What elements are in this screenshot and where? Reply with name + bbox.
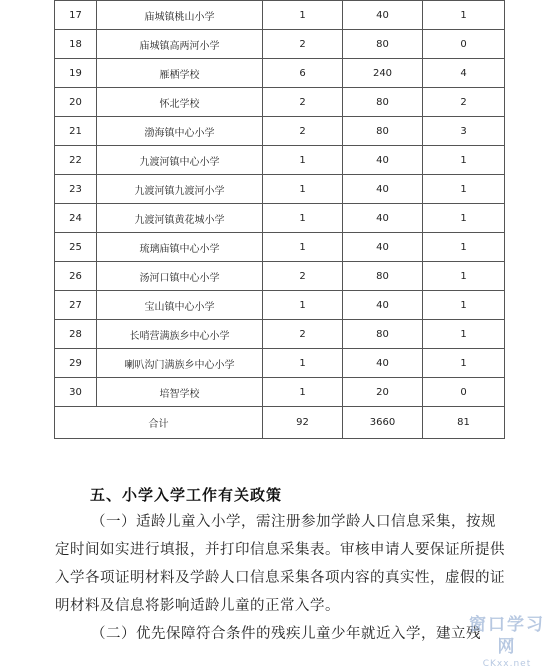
school-name-cell: 长哨营满族乡中心小学 [97,320,263,349]
school-name-cell: 琉璃庙镇中心小学 [97,233,263,262]
row-number-cell: 30 [55,378,97,407]
count-a-cell: 1 [263,378,343,407]
table-row [55,320,505,349]
row-number-cell: 22 [55,146,97,175]
count-c-cell: 3 [423,117,505,146]
count-b-cell: 40 [343,146,423,175]
table-row [55,117,505,146]
count-b-cell: 40 [343,233,423,262]
table-row [55,378,505,407]
table-row [55,88,505,117]
count-b-cell: 40 [343,349,423,378]
row-number-cell: 29 [55,349,97,378]
count-c-cell: 1 [423,349,505,378]
table-row [55,1,505,30]
count-b-cell: 20 [343,378,423,407]
policy-paragraph-2: （二）优先保障符合条件的残疾儿童少年就近入学，建立残 [91,626,481,642]
section-heading: 五、小学入学工作有关政策 [90,486,283,504]
count-b-cell: 40 [343,291,423,320]
count-a-cell: 1 [263,233,343,262]
table-row [55,59,505,88]
school-name-cell: 宝山镇中心小学 [97,291,263,320]
count-c-cell: 1 [423,291,505,320]
count-c-cell: 1 [423,262,505,291]
row-number-cell: 25 [55,233,97,262]
row-number-cell: 27 [55,291,97,320]
school-name-cell: 培智学校 [97,378,263,407]
count-b-cell: 240 [343,59,423,88]
table-row [55,146,505,175]
count-c-cell: 1 [423,146,505,175]
school-name-cell: 雁栖学校 [97,59,263,88]
table-row [55,233,505,262]
count-b-cell: 40 [343,175,423,204]
count-b-cell: 40 [343,1,423,30]
watermark-sub-text: CKxx.net [482,659,532,669]
school-name-cell: 汤河口镇中心小学 [97,262,263,291]
count-a-cell: 1 [263,1,343,30]
policy-paragraph-1: （一）适龄儿童入小学，需注册参加学龄人口信息采集，按规定时间如实进行填报，并打印信息采集表。审核申请人要保证所提供入学各项证明材料及学龄人口信息采集各项内容的真实性，虚假的证明材料及信息将影响适龄儿童的正常入学。 [55,514,505,614]
total-c-cell: 81 [423,407,505,439]
school-name-cell: 九渡河镇九渡河小学 [97,175,263,204]
row-number-cell: 24 [55,204,97,233]
table-total-row [55,407,505,439]
table-row [55,291,505,320]
row-number-cell: 20 [55,88,97,117]
school-name-cell: 喇叭沟门满族乡中心小学 [97,349,263,378]
school-name-cell: 庙城镇桃山小学 [97,1,263,30]
count-c-cell: 1 [423,1,505,30]
count-a-cell: 2 [263,88,343,117]
table-row [55,204,505,233]
count-a-cell: 1 [263,291,343,320]
count-a-cell: 1 [263,175,343,204]
total-b-cell: 3660 [343,407,423,439]
count-a-cell: 1 [263,349,343,378]
count-b-cell: 80 [343,30,423,59]
site-watermark-logo [462,614,552,669]
row-number-cell: 23 [55,175,97,204]
count-b-cell: 40 [343,204,423,233]
count-c-cell: 1 [423,204,505,233]
school-name-cell: 怀北学校 [97,88,263,117]
row-number-cell: 17 [55,1,97,30]
school-name-cell: 九渡河镇黄花城小学 [97,204,263,233]
row-number-cell: 28 [55,320,97,349]
table-body [55,1,505,439]
count-c-cell: 0 [423,30,505,59]
table-row [55,262,505,291]
count-b-cell: 80 [343,88,423,117]
count-a-cell: 2 [263,320,343,349]
school-name-cell: 渤海镇中心小学 [97,117,263,146]
count-c-cell: 1 [423,175,505,204]
row-number-cell: 21 [55,117,97,146]
row-number-cell: 19 [55,59,97,88]
count-c-cell: 2 [423,88,505,117]
table-row [55,175,505,204]
table-row [55,30,505,59]
total-a-cell: 92 [263,407,343,439]
count-b-cell: 80 [343,262,423,291]
count-a-cell: 2 [263,117,343,146]
row-number-cell: 26 [55,262,97,291]
count-c-cell: 0 [423,378,505,407]
count-a-cell: 1 [263,146,343,175]
school-name-cell: 九渡河镇中心小学 [97,146,263,175]
count-b-cell: 80 [343,117,423,146]
count-c-cell: 1 [423,233,505,262]
count-a-cell: 2 [263,30,343,59]
row-number-cell: 18 [55,30,97,59]
enrollment-table [54,0,505,439]
count-b-cell: 80 [343,320,423,349]
count-c-cell: 1 [423,320,505,349]
count-a-cell: 2 [263,262,343,291]
table-row [55,349,505,378]
count-a-cell: 1 [263,204,343,233]
count-a-cell: 6 [263,59,343,88]
count-c-cell: 4 [423,59,505,88]
watermark-main-text: 窗口学习网 [469,615,545,657]
total-label-cell: 合计 [55,407,263,439]
school-name-cell: 庙城镇高两河小学 [97,30,263,59]
